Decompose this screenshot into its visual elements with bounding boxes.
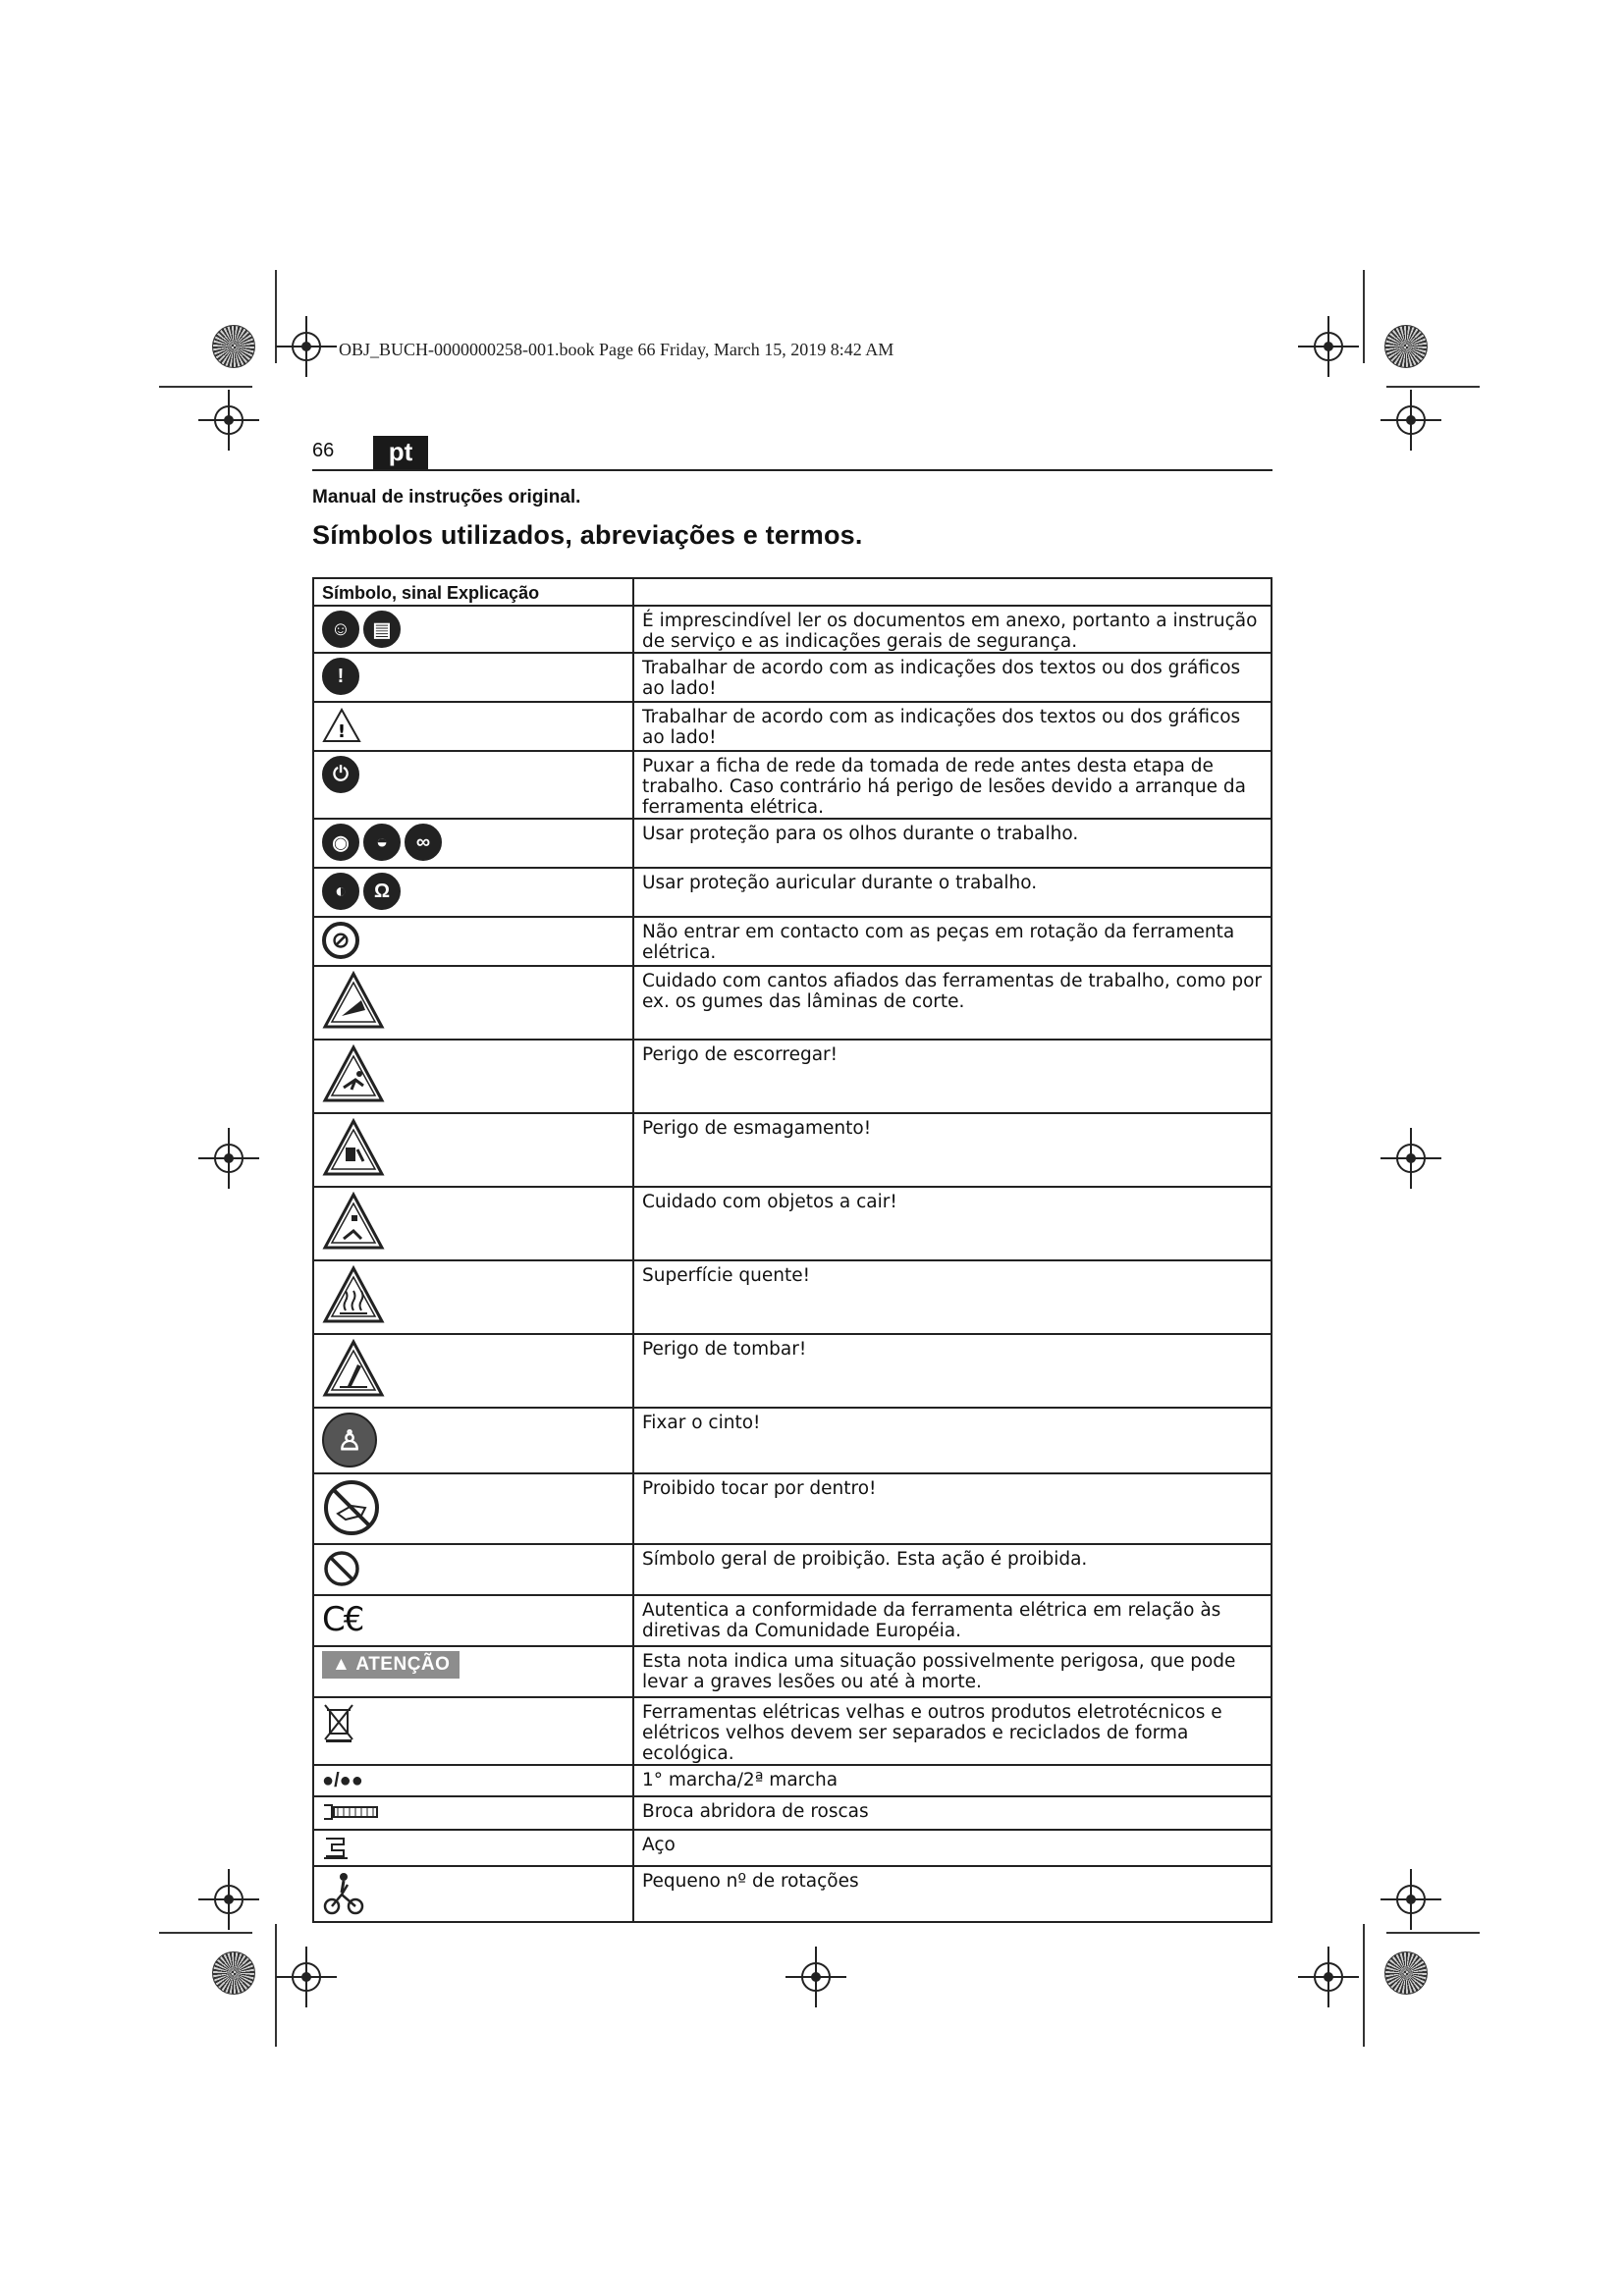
color-target-icon	[212, 325, 255, 368]
row-text: Ferramentas elétricas velhas e outros produtos eletrotécnicos e elétricos velhos devem ser separados e reciclados de forma ecológica.	[633, 1697, 1272, 1765]
registration-mark	[214, 405, 244, 435]
table-row	[313, 1187, 1272, 1260]
table-row	[313, 1866, 1272, 1922]
registration-mark	[1314, 332, 1343, 361]
crop-mark	[275, 270, 277, 363]
no-reach-in-icon	[322, 1478, 381, 1537]
registration-mark	[292, 332, 321, 361]
row-text: Trabalhar de acordo com as indicações dos textos ou dos gráficos ao lado!	[633, 653, 1272, 702]
atencao-label: ▲ ATENÇÃO	[322, 1651, 460, 1679]
color-target-icon	[1384, 1951, 1428, 1995]
table-row	[313, 1113, 1272, 1187]
registration-mark	[1396, 1144, 1426, 1173]
row-text: Trabalhar de acordo com as indicações dos textos ou dos gráficos ao lado!	[633, 702, 1272, 751]
table-row	[313, 1408, 1272, 1473]
row-text: Perigo de escorregar!	[633, 1040, 1272, 1113]
subheading: Manual de instruções original.	[312, 487, 581, 507]
table-row	[313, 653, 1272, 702]
exclamation-mandatory-icon: !	[322, 658, 359, 695]
table-row	[313, 1697, 1272, 1765]
table-row	[313, 1040, 1272, 1113]
manual-book-icon: ▤	[363, 611, 401, 648]
registration-mark	[1314, 1962, 1343, 1992]
prohibition-icon	[322, 1549, 361, 1588]
registration-mark	[214, 1144, 244, 1173]
tipping-hazard-icon	[322, 1339, 385, 1398]
table-header-row	[313, 578, 1272, 606]
crop-mark	[1363, 270, 1365, 363]
table-row	[313, 1830, 1272, 1866]
row-text: Símbolo geral de proibição. Esta ação é proibida.	[633, 1544, 1272, 1595]
unplug-icon: ⏻	[322, 756, 359, 793]
table-row	[313, 917, 1272, 966]
crop-mark	[159, 1932, 252, 1934]
seat-belt-icon: ♙	[322, 1413, 377, 1468]
color-target-icon	[212, 1951, 255, 1995]
row-text: Perigo de esmagamento!	[633, 1113, 1272, 1187]
table-row	[313, 702, 1272, 751]
registration-mark	[214, 1885, 244, 1914]
print-slug: OBJ_BUCH-0000000258-001.book Page 66 Friday, March 15, 2019 8:42 AM	[339, 340, 894, 359]
row-text: Superfície quente!	[633, 1260, 1272, 1334]
table-row	[313, 1765, 1272, 1796]
atencao-label-text: ATENÇÃO	[355, 1654, 451, 1675]
row-text: Usar proteção auricular durante o trabalho.	[633, 868, 1272, 917]
warning-triangle-icon	[322, 707, 361, 744]
registration-mark	[801, 1962, 831, 1992]
svg-text:!: !	[337, 721, 347, 742]
steel-icon	[322, 1835, 352, 1860]
row-text: Usar proteção para os olhos durante o trabalho.	[633, 819, 1272, 868]
row-text: Esta nota indica uma situação possivelmente perigosa, que pode levar a graves lesões ou até à morte.	[633, 1646, 1272, 1697]
table-row	[313, 1473, 1272, 1544]
row-text: Puxar a ficha de rede da tomada de rede antes desta etapa de trabalho. Caso contrário há perigo de lesões devido a arranque da ferramenta elétrica.	[633, 751, 1272, 819]
table-row	[313, 1646, 1272, 1697]
row-text: Broca abridora de roscas	[633, 1796, 1272, 1830]
header-symbol: Símbolo, sinal Explicação	[313, 578, 633, 606]
table-row	[313, 606, 1272, 653]
row-text: Proibido tocar por dentro!	[633, 1473, 1272, 1544]
crush-hazard-icon	[322, 1118, 385, 1177]
header-rule	[312, 469, 1272, 471]
ce-mark-icon: C€	[322, 1600, 363, 1639]
color-target-icon	[1384, 325, 1428, 368]
table-row	[313, 1595, 1272, 1646]
row-text: Pequeno nº de rotações	[633, 1866, 1272, 1922]
row-text: Cuidado com cantos afiados das ferramentas de trabalho, como por ex. os gumes das lâminas de corte.	[633, 966, 1272, 1040]
gear-dots-icon: ●/●●	[322, 1770, 363, 1791]
symbols-table	[312, 577, 1272, 1923]
low-speed-bicycle-icon	[322, 1871, 365, 1916]
hot-surface-icon	[322, 1265, 385, 1324]
crop-mark	[1363, 1924, 1365, 2047]
table-row	[313, 1334, 1272, 1408]
language-tab: pt	[373, 436, 428, 469]
no-contact-rotating-icon: ⊘	[322, 922, 359, 959]
row-text: Aço	[633, 1830, 1272, 1866]
sharp-edges-icon	[322, 971, 385, 1030]
table-row	[313, 1544, 1272, 1595]
crop-mark	[275, 1924, 277, 2047]
read-manual-icon: ☺	[322, 611, 359, 648]
ear-protection-icon: ◐	[322, 873, 359, 910]
row-text: Cuidado com objetos a cair!	[633, 1187, 1272, 1260]
slip-hazard-icon	[322, 1044, 385, 1103]
goggles-icon: ∞	[405, 824, 442, 861]
earmuffs-icon: Ω	[363, 873, 401, 910]
weee-bin-icon	[322, 1702, 355, 1743]
eye-protection-icon: ◉	[322, 824, 359, 861]
registration-mark	[292, 1962, 321, 1992]
crop-mark	[1386, 1932, 1480, 1934]
registration-mark	[1396, 1885, 1426, 1914]
crop-mark	[1386, 386, 1480, 388]
row-text: É imprescindível ler os documentos em anexo, portanto a instrução de serviço e as indicações gerais de segurança.	[633, 606, 1272, 653]
table-row	[313, 819, 1272, 868]
table-row	[313, 966, 1272, 1040]
tap-drill-icon	[322, 1801, 381, 1823]
table-row	[313, 1796, 1272, 1830]
row-text: Autentica a conformidade da ferramenta elétrica em relação às diretivas da Comunidade Européia.	[633, 1595, 1272, 1646]
table-row	[313, 1260, 1272, 1334]
table-row	[313, 868, 1272, 917]
table-row	[313, 751, 1272, 819]
row-text: Fixar o cinto!	[633, 1408, 1272, 1473]
row-text: 1° marcha/2ª marcha	[633, 1765, 1272, 1796]
row-text: Perigo de tombar!	[633, 1334, 1272, 1408]
page-title: Símbolos utilizados, abreviações e termos.	[312, 520, 863, 550]
registration-mark	[1396, 405, 1426, 435]
falling-objects-icon	[322, 1192, 385, 1251]
row-text: Não entrar em contacto com as peças em rotação da ferramenta elétrica.	[633, 917, 1272, 966]
face-shield-icon: ◒	[363, 824, 401, 861]
page-number: 66	[312, 440, 335, 461]
header-explanation	[633, 578, 1272, 606]
crop-mark	[159, 386, 252, 388]
